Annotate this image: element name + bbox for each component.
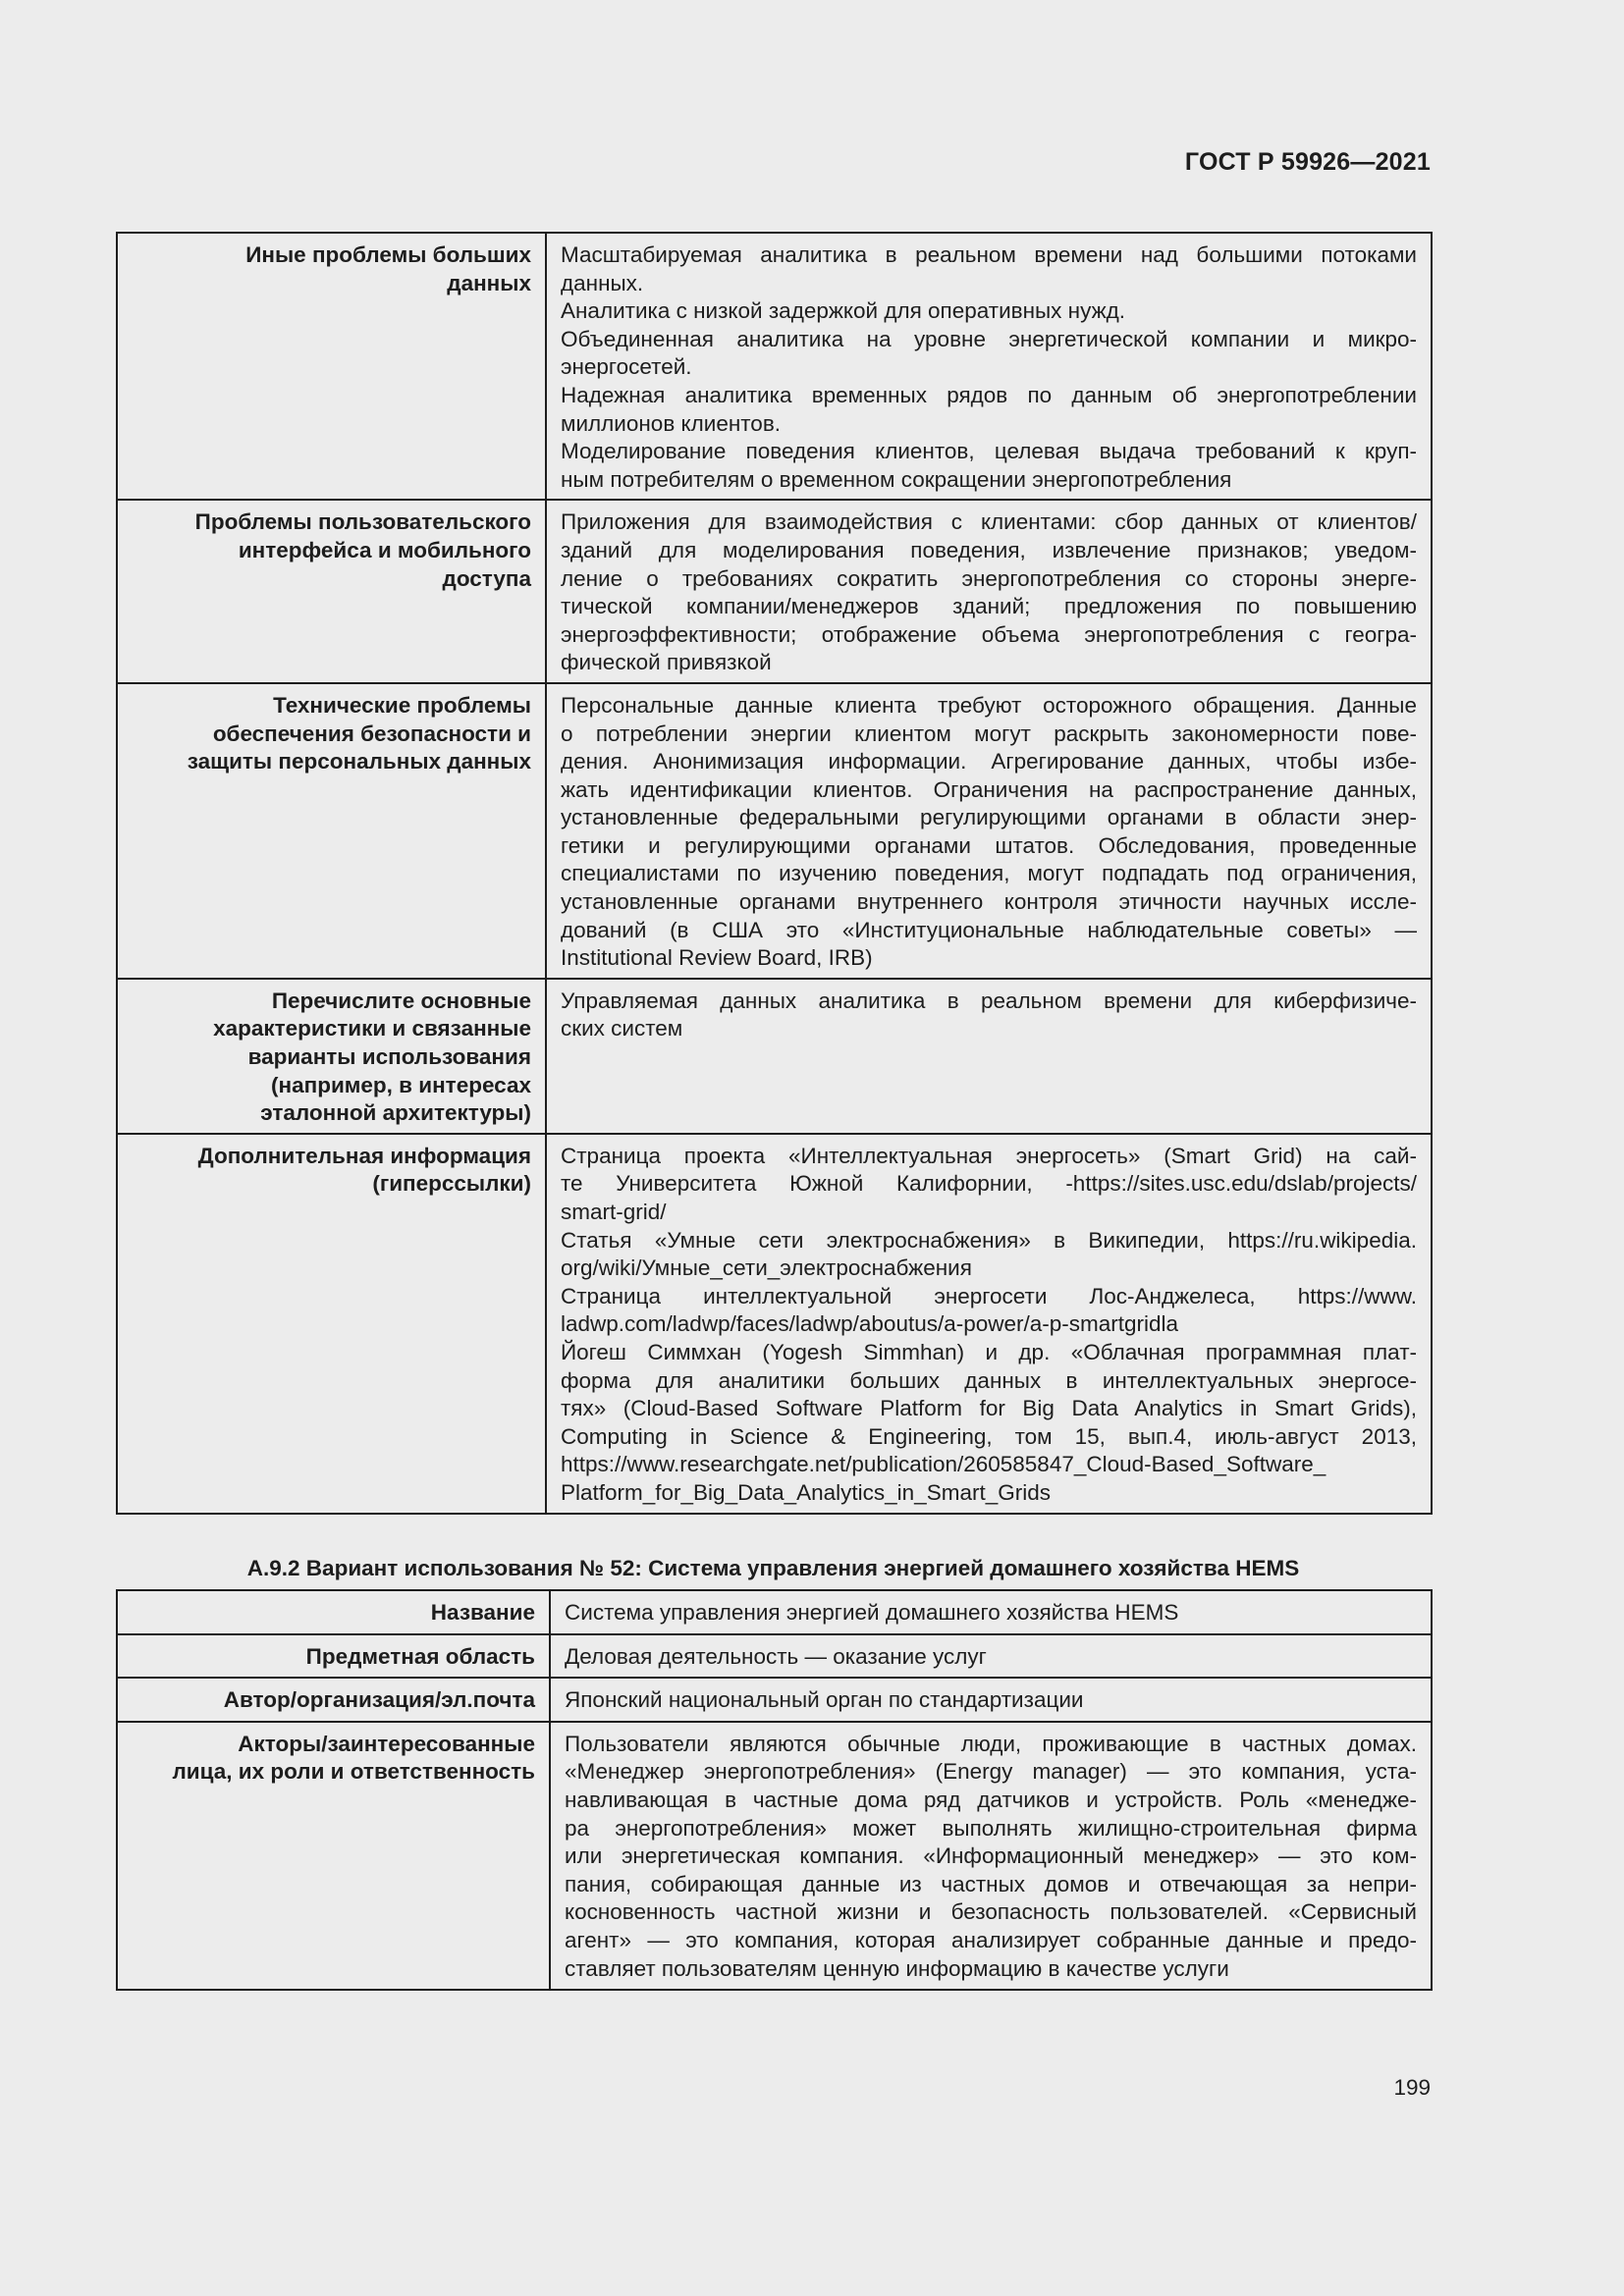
value-line: ра энергопотребления» может выполнять жилищно-строительная фирма — [565, 1815, 1417, 1841]
value-paragraph — [561, 1227, 1417, 1283]
section-title: А.9.2 Вариант использования № 52: Система управления энергией домашнего хозяйства HEMS — [246, 1556, 1300, 1580]
value-line: Platform_for_Big_Data_Analytics_in_Smart_Grids — [561, 1479, 1051, 1505]
value-line: «Менеджер энергопотребления» (Energy manager) — это компания, уста- — [565, 1759, 1417, 1785]
document-code: ГОСТ Р 59926—2021 — [1184, 148, 1431, 176]
row-label-line: доступа — [442, 565, 531, 591]
row-label-line: Автор/организация/эл.почта — [223, 1687, 535, 1713]
table-row — [117, 1722, 1432, 1990]
value-line: тях» (Cloud-Based Software Platform for Big Data Analytics in Smart Grids), — [561, 1396, 1417, 1421]
row-label — [117, 1590, 550, 1634]
row-label — [117, 1134, 546, 1514]
value-line: ление о требованиях сократить энергопотребления со стороны энерге- — [561, 565, 1417, 591]
value-line: org/wiki/Умные_сети_электроснабжения — [561, 1255, 972, 1281]
value-line: Страница интеллектуальной энергосети Лос-Анджелеса, https://www. — [561, 1283, 1417, 1308]
value-line: Йогеш Симмхан (Yogesh Simmhan) и др. «Облачная программная плат- — [561, 1339, 1417, 1364]
value-line: ным потребителям о временном сокращении энергопотребления — [561, 466, 1232, 492]
value-line: Деловая деятельность — оказание услуг — [565, 1643, 987, 1669]
value-line: зданий для моделирования поведения, извлечение признаков; уведом- — [561, 537, 1417, 562]
row-label-line: лица, их роли и ответственность — [172, 1759, 535, 1785]
value-line: дований (в США это «Институциональные наблюдательные советы» — — [561, 917, 1417, 942]
row-label-line: защиты персональных данных — [187, 749, 531, 774]
row-label-line: эталонной архитектуры) — [260, 1100, 531, 1126]
row-label — [117, 683, 546, 979]
row-label-line: Иные проблемы больших — [245, 242, 531, 267]
row-value — [550, 1590, 1432, 1634]
table-row — [117, 233, 1432, 500]
value-line: Моделирование поведения клиентов, целевая выдача требований к круп- — [561, 439, 1417, 464]
row-label-line: Технические проблемы — [273, 692, 531, 718]
table-row — [117, 1634, 1432, 1679]
row-label-line: варианты использования — [247, 1044, 531, 1070]
value-line: Надежная аналитика временных рядов по данным об энергопотреблении — [561, 382, 1417, 407]
value-line: Система управления энергией домашнего хозяйства HEMS — [565, 1600, 1179, 1625]
row-value — [546, 1134, 1432, 1514]
value-line: ставляет пользователям ценную информацию в качестве услуги — [565, 1955, 1229, 1981]
page-number: 199 — [1393, 2075, 1431, 2100]
value-paragraph — [565, 1731, 1417, 1983]
value-paragraph — [565, 1686, 1417, 1715]
value-line: https://www.researchgate.net/publication/260585847_Cloud-Based_Software_ — [561, 1452, 1326, 1477]
row-value — [550, 1678, 1432, 1722]
row-value — [550, 1634, 1432, 1679]
value-line: Institutional Review Board, IRB) — [561, 945, 873, 971]
value-line: миллионов клиентов. — [561, 410, 782, 436]
value-line: Масштабируемая аналитика в реальном времени над большими потоками — [561, 242, 1417, 267]
table-row — [117, 1678, 1432, 1722]
value-paragraph — [561, 326, 1417, 382]
value-line: Пользователи являются обычные люди, проживающие в частных домах. — [565, 1731, 1417, 1756]
value-paragraph — [561, 508, 1417, 677]
value-line: Статья «Умные сети электроснабжения» в Википедии, https://ru.wikipedia. — [561, 1227, 1417, 1253]
value-paragraph — [561, 241, 1417, 297]
value-line: жать идентификации клиентов. Ограничения на распространение данных, — [561, 776, 1417, 802]
row-label-line: Проблемы пользовательского — [194, 509, 531, 535]
row-label-line: характеристики и связанные — [213, 1016, 531, 1041]
row-label-line: Название — [430, 1600, 535, 1625]
value-line: гетики и регулирующими органами штатов. Обследования, проведенные — [561, 832, 1417, 858]
value-paragraph — [561, 1339, 1417, 1508]
value-paragraph — [561, 1283, 1417, 1339]
row-label — [117, 979, 546, 1134]
value-line: форма для аналитики больших данных в интеллектуальных энергосе- — [561, 1367, 1417, 1393]
value-line: дения. Анонимизация информации. Агрегирование данных, чтобы избе- — [561, 749, 1417, 774]
value-line: тической компании/менеджеров зданий; предложения по повышению — [561, 594, 1417, 619]
row-label — [117, 1634, 550, 1679]
value-line: фической привязкой — [561, 650, 772, 675]
value-line: Приложения для взаимодействия с клиентами: сбор данных от клиентов/ — [561, 509, 1417, 535]
value-line: агент» — это компания, которая анализирует собранные данные и предо- — [565, 1927, 1417, 1952]
value-line: специалистами по изучению поведения, могут подпадать под ограничения, — [561, 861, 1417, 886]
row-value — [546, 979, 1432, 1134]
table-body — [117, 233, 1432, 1514]
row-label-line: Дополнительная информация — [197, 1143, 531, 1168]
value-paragraph — [561, 438, 1417, 494]
use-case-52-table — [116, 1589, 1433, 1991]
value-line: о потреблении энергии клиентом могут раскрыть закономерности пове- — [561, 721, 1417, 746]
use-case-table-continued — [116, 232, 1433, 1515]
value-paragraph — [561, 692, 1417, 973]
value-line: ских систем — [561, 1016, 683, 1041]
row-value — [550, 1722, 1432, 1990]
value-line: навливающая в частные дома ряд датчиков и устройств. Роль «менедже- — [565, 1787, 1417, 1812]
row-label — [117, 1722, 550, 1990]
value-line: косновенность частной жизни и безопасность пользователей. «Сервисный — [565, 1899, 1417, 1925]
value-line: ladwp.com/ladwp/faces/ladwp/aboutus/a-power/a-p-smartgridla — [561, 1311, 1179, 1337]
value-line: те Университета Южной Калифорнии, -https://sites.usc.edu/dslab/projects/ — [561, 1171, 1417, 1197]
row-value — [546, 233, 1432, 500]
row-label-line: Акторы/заинтересованные — [238, 1731, 535, 1756]
value-line: Объединенная аналитика на уровне энергетической компании и микро- — [561, 326, 1417, 351]
row-value — [546, 500, 1432, 683]
row-label — [117, 233, 546, 500]
row-label-line: (например, в интересах — [271, 1072, 531, 1097]
row-label-line: данных — [447, 270, 531, 295]
value-line: энергосетей. — [561, 354, 692, 380]
row-label-line: Предметная область — [305, 1643, 535, 1669]
value-paragraph — [565, 1643, 1417, 1672]
value-line: Computing in Science & Engineering, том 15, вып.4, июль-август 2013, — [561, 1423, 1417, 1449]
value-line: Персональные данные клиента требуют осторожного обращения. Данные — [561, 692, 1417, 718]
value-line: пания, собирающая данные из частных домов и отвечающая за непри- — [565, 1871, 1417, 1896]
row-label-line: обеспечения безопасности и — [212, 721, 531, 746]
row-label — [117, 500, 546, 683]
value-paragraph — [561, 988, 1417, 1043]
row-label — [117, 1678, 550, 1722]
table-row — [117, 1590, 1432, 1634]
value-line: или энергетическая компания. «Информационный менеджер» — это ком- — [565, 1843, 1417, 1869]
table-body — [117, 1590, 1432, 1990]
table-row — [117, 1134, 1432, 1514]
value-paragraph — [561, 382, 1417, 438]
row-label-line: Перечислите основные — [271, 988, 531, 1013]
value-line: установленные федеральными регулирующими органами в области энер- — [561, 805, 1417, 830]
table-row — [117, 500, 1432, 683]
row-value — [546, 683, 1432, 979]
table-row — [117, 979, 1432, 1134]
value-paragraph — [561, 297, 1417, 326]
value-line: энергоэффективности; отображение объема энергопотребления с геогра- — [561, 621, 1417, 647]
row-label-line: (гиперссылки) — [372, 1171, 531, 1197]
value-line: установленные органами внутреннего контроля этичности научных иссле- — [561, 889, 1417, 915]
value-paragraph — [565, 1599, 1417, 1628]
value-line: данных. — [561, 270, 644, 295]
table-row — [117, 683, 1432, 979]
value-line: Управляемая данных аналитика в реальном времени для киберфизиче- — [561, 988, 1417, 1013]
row-label-line: интерфейса и мобильного — [238, 537, 531, 562]
value-line: Аналитика с низкой задержкой для оперативных нужд. — [561, 298, 1126, 324]
value-line: smart-grid/ — [561, 1200, 667, 1224]
value-paragraph — [561, 1143, 1417, 1227]
value-line: Японский национальный орган по стандартизации — [565, 1687, 1084, 1713]
value-line: Страница проекта «Интеллектуальная энергосеть» (Smart Grid) на сай- — [561, 1143, 1417, 1168]
